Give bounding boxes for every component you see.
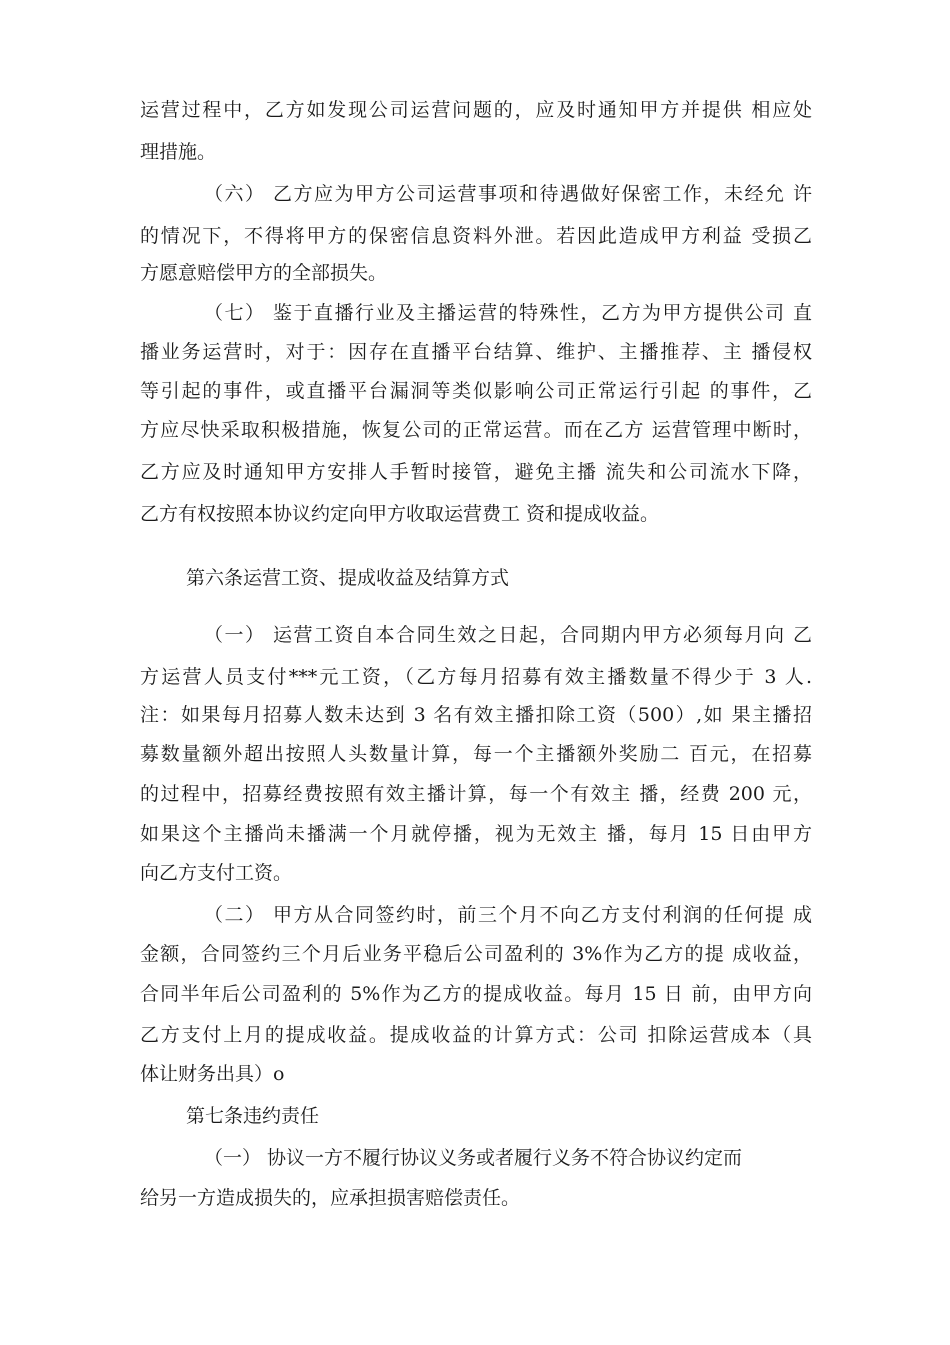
clause-1-first-line: （一） 运营工资自本合同生效之日起，合同期内甲方必须每月向 乙 [204, 624, 812, 646]
body-text-line: 乙方应及时通知甲方安排人手暂时接管，避免主播 流失和公司流水下降， [140, 461, 812, 483]
clause-7-first-line: （七） 鉴于直播行业及主播运营的特殊性，乙方为甲方提供公司 直 [204, 302, 812, 324]
section-heading-article-6: 第六条运营工资、提成收益及结算方式 [186, 567, 510, 589]
body-text-line: 的情况下，不得将甲方的保密信息资料外泄。若因此造成甲方利益 受损乙 [140, 225, 812, 247]
body-text-line: 方运营人员支付***元工资，（乙方每月招募有效主播数量不得少于 3 人. [140, 666, 812, 688]
body-text-line: 理措施。 [140, 141, 217, 163]
body-text-line: 的过程中，招募经费按照有效主播计算，每一个有效主 播，经费 200 元， [140, 783, 812, 805]
body-text-line: 注：如果每月招募人数未达到 3 名有效主播扣除工资（500）,如 果主播招 [140, 704, 812, 726]
clause-2-first-line: （二） 甲方从合同签约时，前三个月不向乙方支付利润的任何提 成 [204, 904, 812, 926]
body-text-line: 金额，合同签约三个月后业务平稳后公司盈利的 3%作为乙方的提 成收益， [140, 943, 812, 965]
body-text-line: 合同半年后公司盈利的 5%作为乙方的提成收益。每月 15 日 前，由甲方向 [140, 983, 812, 1005]
clause-1-first-line: （一） 协议一方不履行协议义务或者履行义务不符合协议约定而 [204, 1147, 743, 1169]
body-text-line: 方愿意赔偿甲方的全部损失。 [140, 262, 388, 284]
body-text-line: 播业务运营时，对于：因存在直播平台结算、维护、主播推荐、主 播侵权 [140, 341, 812, 363]
section-heading-article-7: 第七条违约责任 [186, 1105, 320, 1127]
body-text-line: 方应尽快采取积极措施，恢复公司的正常运营。而在乙方 运营管理中断时， [140, 419, 812, 441]
body-text-line: 乙方支付上月的提成收益。提成收益的计算方式：公司 扣除运营成本（具 [140, 1024, 812, 1046]
body-text-line: 募数量额外超出按照人头数量计算，每一个主播额外奖励二 百元，在招募 [140, 743, 812, 765]
body-text-line: 体让财务出具）o [140, 1063, 285, 1085]
clause-6-first-line: （六） 乙方应为甲方公司运营事项和待遇做好保密工作，未经允 许 [204, 183, 812, 205]
body-text-line: 乙方有权按照本协议约定向甲方收取运营费工 资和提成收益。 [140, 503, 660, 525]
body-text-line: 等引起的事件，或直播平台漏洞等类似影响公司正常运行引起 的事件，乙 [140, 380, 812, 402]
body-text-line: 给另一方造成损失的，应承担损害赔偿责任。 [140, 1187, 521, 1209]
body-text-line: 如果这个主播尚未播满一个月就停播，视为无效主 播，每月 15 日由甲方 [140, 823, 812, 845]
body-text-line: 向乙方支付工资。 [140, 862, 293, 884]
body-text-line: 运营过程中，乙方如发现公司运营问题的，应及时通知甲方并提供 相应处 [140, 99, 812, 121]
